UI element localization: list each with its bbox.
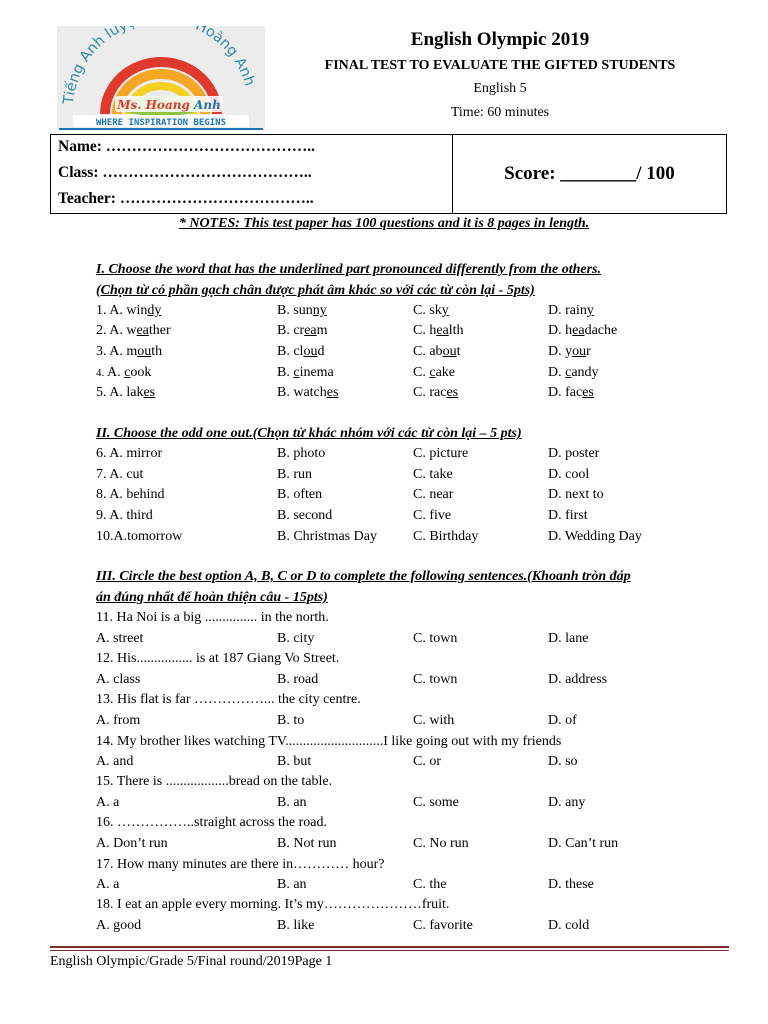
option[interactable]: B. second — [277, 508, 333, 523]
option[interactable]: B. often — [277, 487, 323, 502]
option[interactable]: 7. A. cut — [96, 467, 144, 482]
question-5 — [96, 383, 716, 403]
option[interactable]: C. No run — [413, 836, 469, 851]
question-15-options — [96, 793, 716, 813]
option[interactable]: C. favorite — [413, 918, 473, 933]
question-17-options — [96, 875, 716, 895]
option[interactable]: 10.A.tomorrow — [96, 529, 183, 544]
option[interactable]: A. street — [96, 631, 144, 646]
option[interactable]: B. like — [277, 918, 315, 933]
question-12-stem: 12. His................ is at 187 Giang Vo Street. — [96, 651, 340, 666]
student-info-box — [50, 134, 727, 214]
question-6 — [96, 444, 716, 464]
test-subject: English 5 — [473, 81, 527, 96]
test-title: English Olympic 2019 — [410, 29, 590, 50]
logo-slogan: WHERE INSPIRATION BEGINS — [95, 118, 227, 128]
option[interactable]: B. road — [277, 672, 319, 687]
option[interactable]: B. an — [277, 795, 307, 810]
option[interactable]: A. good — [96, 918, 142, 933]
option[interactable]: D. these — [548, 877, 594, 892]
option[interactable]: D. headache — [548, 323, 618, 338]
option[interactable]: D. so — [548, 754, 578, 769]
option[interactable]: C. or — [413, 754, 441, 769]
option[interactable]: B. photo — [277, 446, 326, 461]
option[interactable]: A. a — [96, 877, 120, 892]
option[interactable]: C. near — [413, 487, 454, 502]
page-footer: English Olympic/Grade 5/Final round/2019Page 1 — [50, 954, 333, 969]
option[interactable]: C. cake — [413, 365, 455, 380]
question-18-options — [96, 916, 716, 936]
option[interactable]: D. your — [548, 344, 591, 359]
option[interactable]: C. sky — [413, 303, 449, 318]
question-12-options — [96, 670, 716, 690]
option[interactable]: 4. A. cook — [96, 365, 152, 380]
logo — [57, 26, 265, 130]
option[interactable]: C. about — [413, 344, 461, 359]
option[interactable]: B. sunny — [277, 303, 327, 318]
question-8 — [96, 485, 716, 505]
option[interactable]: C. the — [413, 877, 447, 892]
option[interactable]: B. cream — [277, 323, 328, 338]
option[interactable]: D. first — [548, 508, 588, 523]
logo-arc-text: Tiếng Anh luy Hoàng Anh — [61, 26, 258, 106]
section-2-heading: II. Choose the odd one out.(Chọn từ khác nhóm với các từ còn lại – 5 pts) — [96, 426, 522, 441]
option[interactable]: 9. A. third — [96, 508, 153, 523]
test-time: Time: 60 minutes — [450, 105, 550, 120]
option[interactable]: C. take — [413, 467, 453, 482]
option[interactable]: C. Birthday — [413, 529, 479, 544]
option[interactable]: B. watches — [277, 385, 339, 400]
question-18-stem: 18. I eat an apple every morning. It’s my…………………fruit. — [96, 897, 450, 912]
option[interactable]: D. Can’t run — [548, 836, 619, 851]
option[interactable]: B. cloud — [277, 344, 325, 359]
question-13-stem: 13. His flat is far ……………... the city centre. — [96, 692, 361, 707]
question-16-options — [96, 834, 716, 854]
option[interactable]: C. health — [413, 323, 464, 338]
option[interactable]: B. Not run — [277, 836, 337, 851]
option[interactable]: C. five — [413, 508, 452, 523]
question-11-stem: 11. Ha Noi is a big ............... in the north. — [96, 610, 329, 625]
option[interactable]: D. address — [548, 672, 608, 687]
option[interactable]: C. picture — [413, 446, 469, 461]
class-field[interactable]: Class: ………………………………….. — [58, 164, 312, 181]
section-3-heading-cont: án đúng nhất để hoàn thiện câu - 15pts) — [96, 590, 328, 605]
option[interactable]: C. some — [413, 795, 459, 810]
question-16-stem: 16. ……………..straight across the road. — [96, 815, 327, 830]
option[interactable]: B. an — [277, 877, 307, 892]
question-15-stem: 15. There is ..................bread on the table. — [96, 774, 333, 789]
question-11-options — [96, 629, 716, 649]
option[interactable]: C. with — [413, 713, 455, 728]
footer-divider — [50, 946, 729, 948]
option[interactable]: B. but — [277, 754, 312, 769]
option[interactable]: D. rainy — [548, 303, 594, 318]
section-1-heading: I. Choose the word that has the underlined part pronounced differently from the others. — [96, 262, 601, 277]
question-1 — [96, 301, 716, 321]
teacher-field[interactable]: Teacher: ……………………………….. — [58, 190, 314, 207]
option[interactable]: D. any — [548, 795, 586, 810]
option[interactable]: 1. A. windy — [96, 303, 162, 318]
section-1-heading-vi: (Chọn từ có phần gạch chân được phát âm khác so với các từ còn lại - 5pts) — [96, 283, 535, 298]
section-3-heading: III. Circle the best option A, B, C or D to complete the following sentences.(Khoanh tròn đáp — [96, 569, 631, 584]
test-subtitle: FINAL TEST TO EVALUATE THE GIFTED STUDENTS — [324, 58, 676, 73]
option[interactable]: D. lane — [548, 631, 589, 646]
option[interactable]: C. races — [413, 385, 459, 400]
question-3 — [96, 342, 716, 362]
option[interactable]: B. to — [277, 713, 305, 728]
option[interactable]: 2. A. weather — [96, 323, 171, 338]
question-2 — [96, 321, 716, 341]
logo-name: Ms. Hoang Anh — [117, 98, 221, 112]
option[interactable]: A. a — [96, 795, 120, 810]
question-4 — [96, 363, 716, 383]
question-14-stem: 14. My brother likes watching TV............................I like going out with my friends — [96, 734, 562, 749]
option[interactable]: D. next to — [548, 487, 604, 502]
option[interactable]: C. town — [413, 631, 458, 646]
student-info-fields — [51, 135, 453, 213]
score-field[interactable]: Score: ________/ 100 — [504, 163, 675, 184]
question-13-options — [96, 711, 716, 731]
option[interactable]: D. faces — [548, 385, 594, 400]
footer-divider-thin — [50, 950, 729, 951]
option[interactable]: B. cinema — [277, 365, 334, 380]
option[interactable]: C. town — [413, 672, 458, 687]
option[interactable]: A. Don’t run — [96, 836, 168, 851]
option[interactable]: A. and — [96, 754, 134, 769]
logo-graphic — [57, 26, 265, 130]
question-10 — [96, 527, 716, 547]
option[interactable]: 8. A. behind — [96, 487, 165, 502]
option[interactable]: A. from — [96, 713, 141, 728]
question-7 — [96, 465, 716, 485]
question-14-options — [96, 752, 716, 772]
option[interactable]: A. class — [96, 672, 141, 687]
question-9 — [96, 506, 716, 526]
option[interactable]: B. run — [277, 467, 312, 482]
option[interactable]: D. candy — [548, 365, 599, 380]
option[interactable]: D. cool — [548, 467, 590, 482]
question-17-stem: 17. How many minutes are there in………… hour? — [96, 857, 385, 872]
option[interactable]: 5. A. lakes — [96, 385, 156, 400]
option[interactable]: D. Wedding Day — [548, 529, 642, 544]
option[interactable]: B. city — [277, 631, 315, 646]
option[interactable]: B. Christmas Day — [277, 529, 377, 544]
option[interactable]: 6. A. mirror — [96, 446, 163, 461]
name-field[interactable]: Name: ………………………………….. — [58, 138, 316, 155]
option[interactable]: 3. A. mouth — [96, 344, 163, 359]
notes: * NOTES: This test paper has 100 questions and it is 8 pages in length. — [178, 216, 590, 231]
option[interactable]: D. poster — [548, 446, 600, 461]
option[interactable]: D. cold — [548, 918, 590, 933]
option[interactable]: D. of — [548, 713, 577, 728]
